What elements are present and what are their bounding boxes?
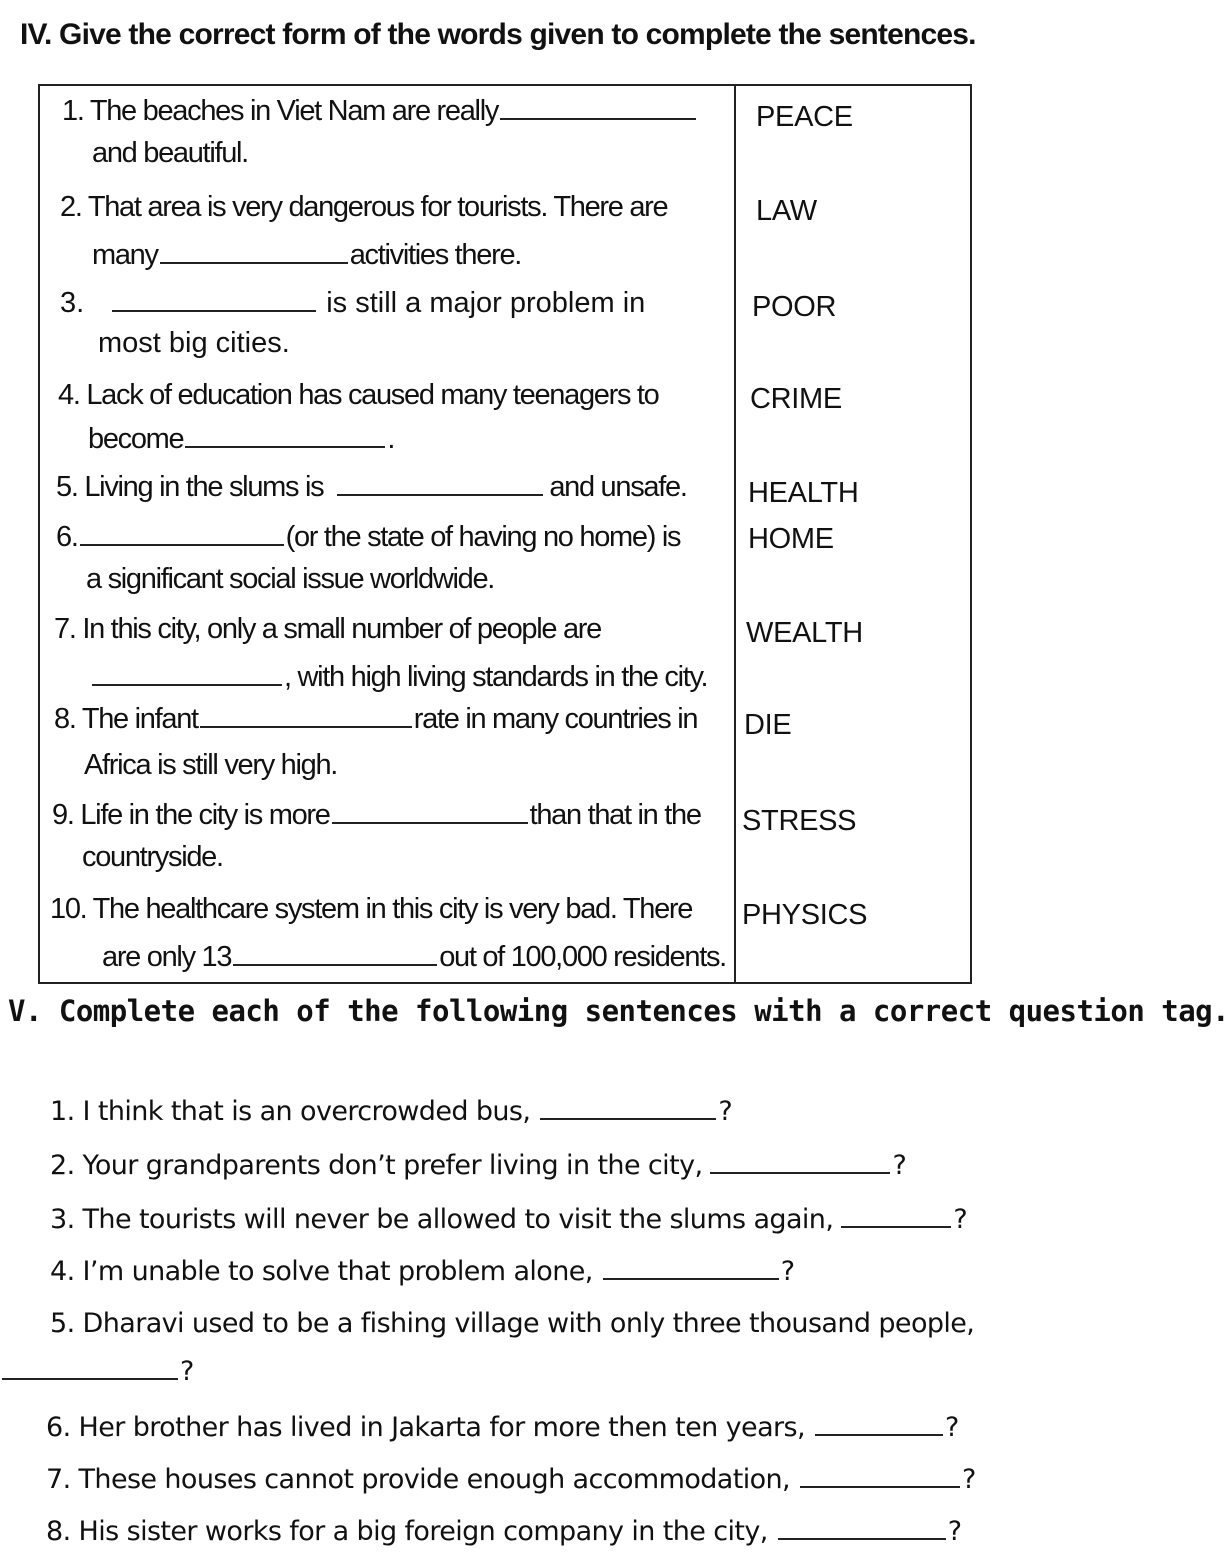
table-column-divider: [734, 86, 736, 982]
tag-item-1-blank[interactable]: [540, 1092, 716, 1120]
tag-item-4: 4. I’m unable to solve that problem alone, ?: [50, 1252, 794, 1290]
item-8-line-2: Africa is still very high.: [84, 749, 338, 781]
item-1-word: PEACE: [756, 101, 853, 133]
item-1-blank[interactable]: [500, 92, 696, 120]
item-3-word: POOR: [752, 291, 837, 323]
tag-item-2: 2. Your grandparents don’t prefer living in the city, ?: [50, 1146, 906, 1184]
item-6-word: HOME: [748, 523, 834, 555]
item-6-line-2: a significant social issue worldwide.: [86, 563, 495, 595]
section-5-title: [8, 988, 1229, 1034]
item-5-blank[interactable]: [337, 468, 543, 496]
item-3-blank[interactable]: [112, 284, 316, 312]
item-7-word: WEALTH: [746, 617, 863, 649]
item-3-line-1: 3. is still a major problem in: [60, 284, 645, 320]
item-10-line-1: 10. The healthcare system in this city is very bad. There: [50, 893, 693, 925]
section-4-title: IV. Give the correct form of the words given to complete the sentences.: [20, 18, 976, 51]
item-5-line-1: 5. Living in the slums is and unsafe.: [56, 468, 687, 504]
item-9-line-1: 9. Life in the city is more than that in the: [52, 796, 701, 832]
item-8-word: DIE: [744, 709, 792, 741]
item-10-word: PHYSICS: [742, 899, 868, 931]
tag-item-4-blank[interactable]: [603, 1252, 779, 1280]
item-7-line-2: , with high living standards in the city.: [90, 658, 707, 694]
item-9-word: STRESS: [742, 805, 857, 837]
item-4-blank[interactable]: [185, 420, 385, 448]
item-5-word: HEALTH: [748, 477, 859, 509]
item-2-word: LAW: [756, 195, 817, 227]
tag-item-1: 1. I think that is an overcrowded bus, ?: [50, 1092, 732, 1130]
tag-item-5: 5. Dharavi used to be a fishing village with only three thousand people,: [50, 1308, 975, 1339]
tag-item-6-blank[interactable]: [815, 1408, 943, 1436]
item-4-line-1: 4. Lack of education has caused many teenagers to: [58, 379, 659, 411]
item-1-line-1: 1. The beaches in Viet Nam are really: [62, 92, 698, 128]
item-6-line-1: 6. (or the state of having no home) is: [56, 518, 680, 554]
tag-item-2-blank[interactable]: [710, 1146, 890, 1174]
item-6-blank[interactable]: [80, 518, 284, 546]
item-9-blank[interactable]: [332, 796, 528, 824]
item-4-word: CRIME: [750, 383, 842, 415]
tag-item-5-line-2: ?: [0, 1352, 194, 1390]
item-2-line-2: many activities there.: [92, 236, 521, 272]
item-8-line-1: 8. The infant rate in many countries in: [54, 700, 697, 736]
tag-item-6: 6. Her brother has lived in Jakarta for more then ten years, ?: [46, 1408, 959, 1446]
tag-item-3: 3. The tourists will never be allowed to visit the slums again, ?: [50, 1200, 967, 1238]
item-9-line-2: countryside.: [82, 841, 223, 873]
item-8-blank[interactable]: [200, 700, 412, 728]
tag-item-5-blank[interactable]: [2, 1352, 178, 1380]
item-2-line-1: 2. That area is very dangerous for tourists. There are: [60, 191, 668, 223]
tag-item-7: 7. These houses cannot provide enough accommodation, ?: [46, 1460, 976, 1498]
item-3-line-2: most big cities.: [98, 327, 290, 359]
item-2-blank[interactable]: [160, 236, 348, 264]
tag-item-8-blank[interactable]: [778, 1512, 946, 1540]
tag-item-7-blank[interactable]: [800, 1460, 960, 1488]
word-form-table: [38, 84, 972, 984]
item-1-line-2: and beautiful.: [92, 137, 248, 169]
tag-item-3-blank[interactable]: [841, 1200, 951, 1228]
item-10-blank[interactable]: [233, 938, 437, 966]
item-10-line-2: are only 13 out of 100,000 residents.: [102, 938, 726, 974]
item-4-line-2: become .: [88, 420, 394, 456]
item-7-blank[interactable]: [92, 658, 282, 686]
tag-item-8: 8. His sister works for a big foreign company in the city, ?: [46, 1512, 962, 1550]
section-5-title-text: V. Complete each of the following sentences with a correct question tag.: [8, 994, 1229, 1028]
item-7-line-1: 7. In this city, only a small number of people are: [54, 613, 601, 645]
